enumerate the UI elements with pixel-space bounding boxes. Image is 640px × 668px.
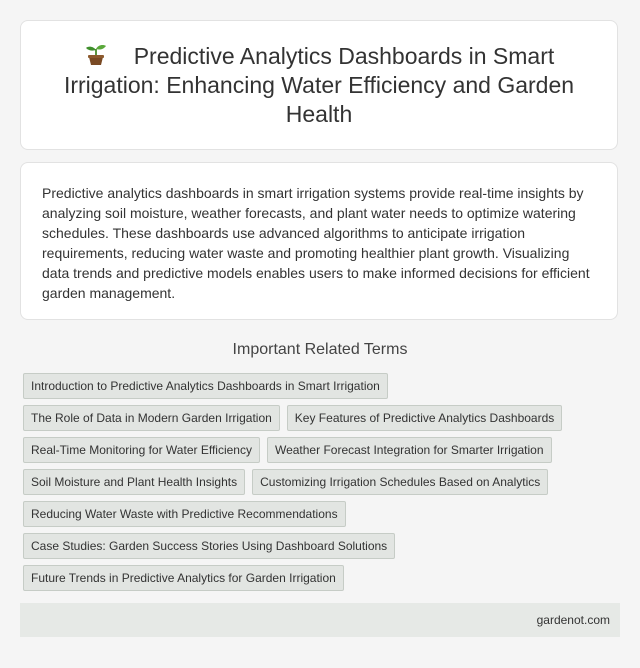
title-card	[20, 20, 618, 150]
related-term-tag[interactable]: Reducing Water Waste with Predictive Recommendations	[23, 501, 346, 527]
related-terms-list	[23, 373, 623, 597]
related-term-tag[interactable]: Introduction to Predictive Analytics Dashboards in Smart Irrigation	[23, 373, 388, 399]
related-term-tag[interactable]: Case Studies: Garden Success Stories Using Dashboard Solutions	[23, 533, 395, 559]
related-term-tag[interactable]: Key Features of Predictive Analytics Dashboards	[287, 405, 562, 431]
description-card	[20, 162, 618, 320]
page-title	[51, 42, 587, 129]
page-title-text: Predictive Analytics Dashboards in Smart Irrigation: Enhancing Water Efficiency and Garden Health	[63, 42, 575, 127]
related-terms-heading: Important Related Terms	[232, 341, 408, 358]
related-term-tag[interactable]: The Role of Data in Modern Garden Irrigation	[23, 405, 280, 431]
related-term-tag[interactable]: Real-Time Monitoring for Water Efficiency	[23, 437, 260, 463]
footer-site-link[interactable]: gardenot.com	[536, 613, 610, 627]
description-text: Predictive analytics dashboards in smart irrigation systems provide real-time insights by analyzing soil moisture, weather forecasts, and plant water needs to optimize watering schedules. These dashboards use advanced algorithms to anticipate irrigation requirements, reducing water waste and promoting healthier plant growth. Visualizing data trends and predictive models enables users to make informed decisions for efficient garden management.	[42, 185, 590, 301]
related-term-tag[interactable]: Customizing Irrigation Schedules Based on Analytics	[252, 469, 548, 495]
related-term-tag[interactable]: Future Trends in Predictive Analytics for Garden Irrigation	[23, 565, 344, 591]
footer	[20, 603, 620, 637]
related-term-tag[interactable]: Soil Moisture and Plant Health Insights	[23, 469, 245, 495]
sprout-icon	[84, 44, 108, 66]
related-term-tag[interactable]: Weather Forecast Integration for Smarter Irrigation	[267, 437, 552, 463]
